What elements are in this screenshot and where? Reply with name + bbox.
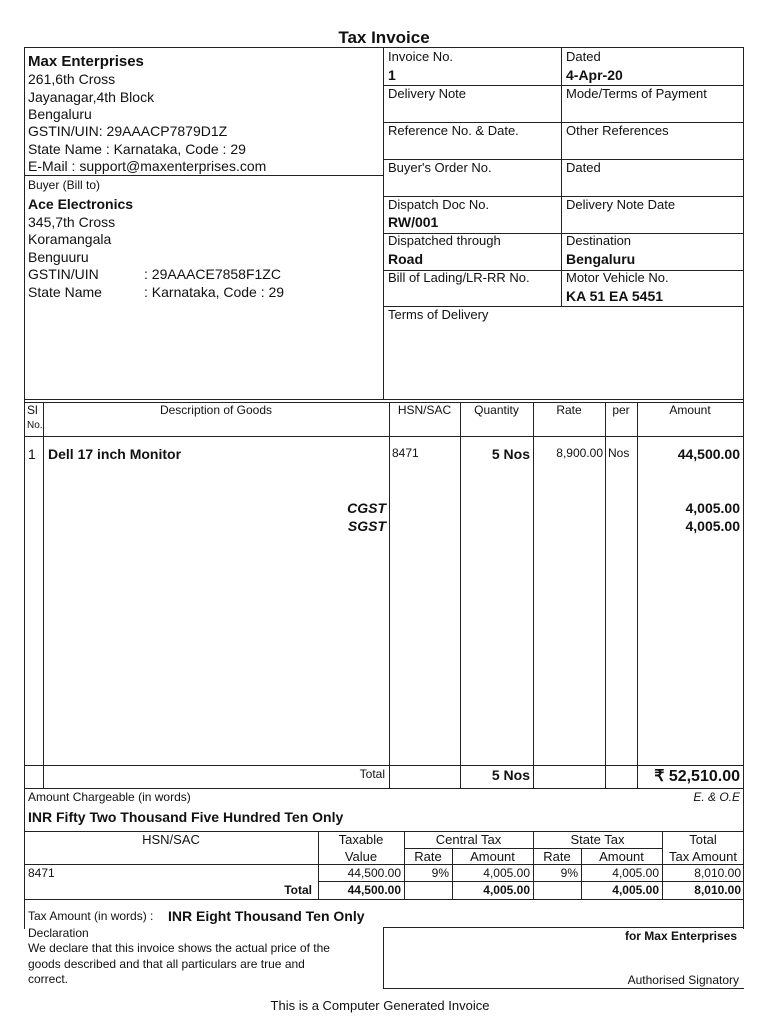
tax-row-hsn: 8471 (28, 866, 55, 880)
seller-buyer-divider (24, 175, 383, 176)
buyer-address2: Koramangala (28, 231, 112, 247)
total-header: Total (689, 832, 717, 847)
declaration-label: Declaration (28, 926, 89, 940)
state-amount-header: Amount (599, 849, 644, 864)
seller-name: Max Enterprises (28, 53, 144, 70)
tax-row-taxable: 44,500.00 (347, 866, 401, 880)
row-description: Dell 17 inch Monitor (48, 446, 182, 462)
mode-terms-label: Mode/Terms of Payment (566, 86, 707, 101)
col-amount: Amount (669, 403, 711, 417)
tax-total-central: 4,005.00 (483, 883, 530, 897)
amount-words-label: Amount Chargeable (in words) (28, 790, 191, 804)
buyer-city: Benguuru (28, 249, 89, 265)
authorised-signatory: Authorised Signatory (627, 973, 739, 987)
tax-amount-header: Tax Amount (669, 849, 737, 864)
seller-address1: 261,6th Cross (28, 71, 116, 87)
row-amount: 44,500.00 (677, 446, 740, 462)
invoice-no-value: 1 (388, 67, 396, 83)
destination-value: Bengaluru (566, 251, 636, 267)
total-amount: ₹ 52,510.00 (654, 768, 740, 785)
row-hsn: 8471 (392, 446, 419, 460)
row-quantity: 5 Nos (491, 446, 530, 462)
dispatched-through-value: Road (388, 251, 423, 267)
other-references-label: Other References (566, 123, 669, 138)
declaration-line3: correct. (28, 972, 69, 986)
seller-state: State Name : Karnataka, Code : 29 (28, 141, 246, 157)
header-bottom-line (24, 399, 744, 400)
taxable-header: Taxable (338, 832, 384, 847)
tax-total-amount: 8,010.00 (694, 883, 741, 897)
buyer-state-label: State Name (28, 284, 102, 300)
total-quantity: 5 Nos (491, 767, 530, 783)
col-hsn: HSN/SAC (397, 403, 452, 417)
tax-total-state: 4,005.00 (612, 883, 659, 897)
footer-note: This is a Computer Generated Invoice (270, 998, 490, 1013)
declaration-line2: goods described and that all particulars are true and (28, 957, 305, 971)
delivery-note-date-label: Delivery Note Date (566, 197, 676, 212)
row-per: Nos (608, 446, 630, 460)
tax-row-central-rate: 9% (431, 866, 449, 880)
for-company: for Max Enterprises (624, 929, 737, 943)
seller-address2: Jayanagar,4th Block (28, 89, 155, 105)
tax-hsn-header: HSN/SAC (142, 832, 200, 847)
col-no: No. (27, 420, 43, 431)
meta-divider (561, 47, 562, 307)
buyer-gstin-value: : 29AAACE7858F1ZC (144, 266, 281, 282)
border-left (24, 47, 25, 929)
motor-vehicle-label: Motor Vehicle No. (566, 270, 669, 285)
invoice-title: Tax Invoice (338, 28, 430, 47)
total-label: Total (359, 767, 385, 781)
buyer-label: Buyer (Bill to) (28, 178, 101, 192)
tax-words-label: Tax Amount (in words) : (28, 909, 154, 923)
col-description: Description of Goods (159, 403, 273, 417)
central-tax-header: Central Tax (435, 832, 502, 847)
border-right (743, 47, 744, 929)
delivery-note-label: Delivery Note (388, 86, 467, 101)
tax-row-state-amount: 4,005.00 (612, 866, 659, 880)
value-header: Value (344, 849, 378, 864)
sgst-amount: 4,005.00 (685, 518, 740, 534)
col-per: per (612, 403, 630, 417)
state-rate-header: Rate (543, 849, 571, 864)
invoice-no-label: Invoice No. (388, 49, 454, 64)
cgst-label: CGST (347, 500, 386, 516)
cgst-amount: 4,005.00 (685, 500, 740, 516)
row-rate: 8,900.00 (556, 446, 603, 460)
top-divider (383, 47, 384, 399)
row-sl: 1 (28, 446, 36, 462)
order-dated-label: Dated (566, 160, 601, 175)
tax-total-label: Total (284, 883, 312, 897)
seller-email: E-Mail : support@maxenterprises.com (28, 158, 267, 174)
buyer-state-value: : Karnataka, Code : 29 (144, 284, 285, 300)
state-tax-header: State Tax (570, 832, 625, 847)
col-quantity: Quantity (474, 403, 519, 417)
dated-label: Dated (566, 49, 601, 64)
tax-row-central-amount: 4,005.00 (483, 866, 530, 880)
amount-words-value: INR Fifty Two Thousand Five Hundred Ten Only (28, 809, 344, 825)
dispatch-doc-value: RW/001 (388, 214, 439, 230)
tax-words-value: INR Eight Thousand Ten Only (168, 908, 365, 924)
dispatch-doc-label: Dispatch Doc No. (388, 197, 490, 212)
central-amount-header: Amount (470, 849, 515, 864)
declaration-line1: We declare that this invoice shows the actual price of the (28, 941, 330, 955)
tax-row-state-rate: 9% (560, 866, 578, 880)
buyer-name: Ace Electronics (28, 196, 134, 212)
central-rate-header: Rate (414, 849, 442, 864)
buyer-order-label: Buyer's Order No. (388, 160, 492, 175)
sgst-label: SGST (347, 518, 386, 534)
motor-vehicle-value: KA 51 EA 5451 (566, 288, 664, 304)
dispatched-through-label: Dispatched through (388, 233, 501, 248)
dated-value: 4-Apr-20 (566, 67, 623, 83)
seller-city: Bengaluru (28, 106, 92, 122)
col-rate: Rate (556, 403, 582, 417)
buyer-address1: 345,7th Cross (28, 214, 116, 230)
seller-gstin: GSTIN/UIN: 29AAACP7879D1Z (28, 123, 228, 139)
col-sl: Sl (27, 403, 38, 417)
tax-total-taxable: 44,500.00 (347, 883, 401, 897)
terms-of-delivery-label: Terms of Delivery (388, 307, 489, 322)
tax-row-total: 8,010.00 (694, 866, 741, 880)
border-top (24, 47, 744, 48)
eoe-label: E. & O.E (693, 790, 740, 804)
bill-of-lading-label: Bill of Lading/LR-RR No. (388, 270, 530, 285)
reference-label: Reference No. & Date. (388, 123, 519, 138)
destination-label: Destination (566, 233, 632, 248)
buyer-gstin-label: GSTIN/UIN (28, 266, 99, 282)
